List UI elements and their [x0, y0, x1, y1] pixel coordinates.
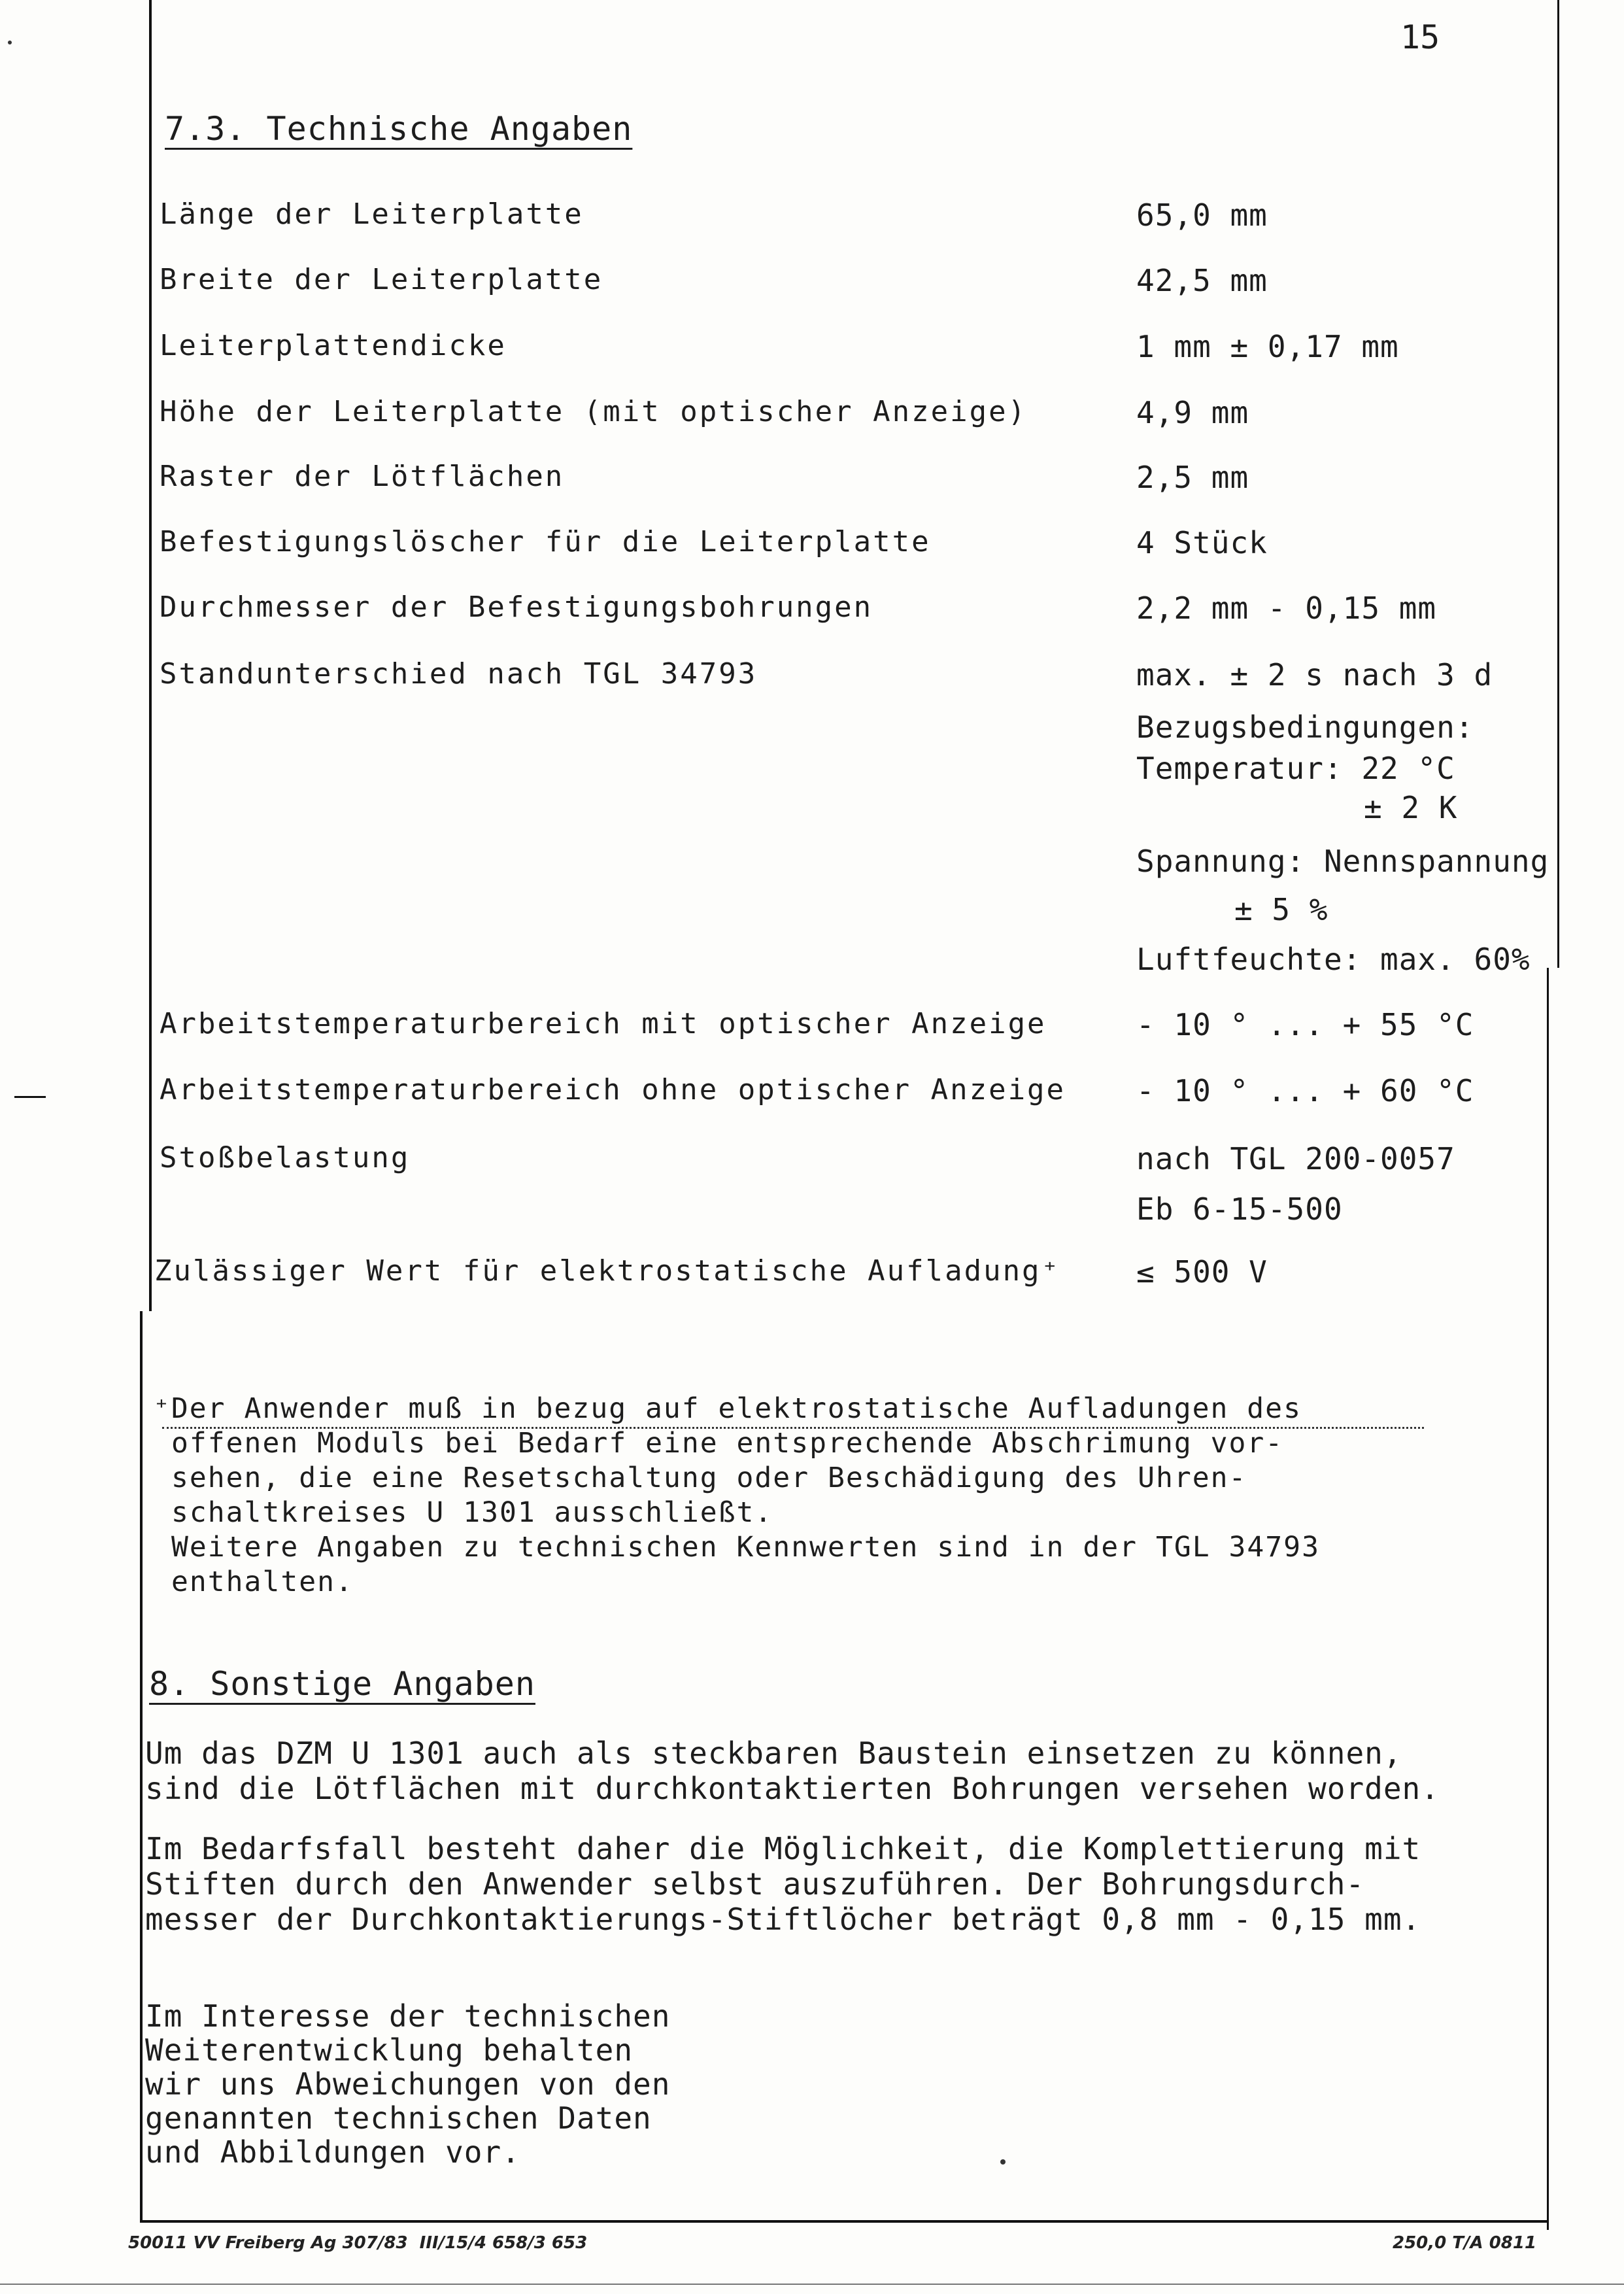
footnote-line: offenen Moduls bei Bedarf eine entsprechende Abschrimung vor- [171, 1427, 1284, 1460]
spec-value: 4,9 mm [1136, 395, 1249, 430]
scan-mark [14, 1096, 46, 1098]
spec-label: Breite der Leiterplatte [160, 263, 603, 296]
scan-mark [1000, 2159, 1006, 2165]
spec-value: ≤ 500 V [1136, 1254, 1268, 1290]
spec-label: Arbeitstemperaturbereich ohne optischer Anzeige [160, 1073, 1066, 1106]
scan-mark [8, 41, 12, 44]
spec-value-temperature-tolerance: ± 2 K [1364, 790, 1458, 825]
spec-label: Arbeitstemperaturbereich mit optischer Anzeige [160, 1007, 1047, 1040]
footer-print-code-right: 250,0 T/A 0811 [1393, 2233, 1537, 2253]
page-bottom-edge [0, 2284, 1624, 2285]
paragraph-line: wir uns Abweichungen von den [145, 2066, 671, 2102]
paragraph-line: Stiften durch den Anwender selbst auszuführen. Der Bohrungsdurch- [145, 1866, 1365, 1902]
spec-value: 2,5 mm [1136, 460, 1249, 495]
section-heading-8: 8. Sonstige Angaben [149, 1665, 535, 1703]
spec-label: Stoßbelastung [160, 1141, 411, 1174]
section-heading-7-3: 7.3. Technische Angaben [165, 110, 633, 148]
right-border-line [1557, 0, 1559, 968]
bottom-border-line [140, 2220, 1549, 2223]
right-border-line-lower [1547, 968, 1549, 2230]
spec-value: - 10 ° ... + 55 °C [1136, 1007, 1474, 1042]
footnote-line: ⁺Der Anwender muß in bezug auf elektrostatische Aufladungen des [153, 1392, 1302, 1425]
spec-label: Länge der Leiterplatte [160, 197, 584, 231]
spec-label: Durchmesser der Befestigungsbohrungen [160, 591, 873, 624]
spec-value-humidity: Luftfeuchte: max. 60% [1136, 942, 1531, 977]
paragraph-line: genannten technischen Daten [145, 2100, 652, 2136]
footnote-line: enthalten. [171, 1566, 354, 1598]
spec-value: - 10 ° ... + 60 °C [1136, 1073, 1474, 1108]
spec-label: Raster der Lötflächen [160, 460, 565, 493]
page-number: 15 [1400, 18, 1440, 56]
paragraph-line: sind die Lötflächen mit durchkontaktierten Bohrungen versehen worden. [145, 1771, 1440, 1806]
spec-value-temperature: Temperatur: 22 °C [1136, 751, 1455, 786]
footer-print-code-left: 50011 VV Freiberg Ag 307/83 III/15/4 658/3 653 [128, 2233, 588, 2253]
spec-value: max. ± 2 s nach 3 d [1136, 657, 1493, 693]
paragraph-line: Um das DZM U 1301 auch als steckbaren Baustein einsetzen zu können, [145, 1736, 1402, 1771]
paragraph-line: Im Interesse der technischen [145, 1998, 671, 2034]
paragraph-line: Weiterentwicklung behalten [145, 2032, 634, 2068]
paragraph-line: und Abbildungen vor. [145, 2134, 520, 2170]
left-border-line-lower [140, 1311, 143, 2220]
spec-value-test-code: Eb 6-15-500 [1136, 1191, 1343, 1227]
footnote-line: schaltkreises U 1301 ausschließt. [171, 1496, 773, 1529]
paragraph-line: messer der Durchkontaktierungs-Stiftlöcher beträgt 0,8 mm - 0,15 mm. [145, 1902, 1421, 1937]
spec-label: Höhe der Leiterplatte (mit optischer Anzeige) [160, 395, 1028, 428]
spec-label: Zulässiger Wert für elektrostatische Aufladung⁺ [154, 1254, 1061, 1288]
spec-value: nach TGL 200-0057 [1136, 1141, 1455, 1176]
spec-value: 4 Stück [1136, 525, 1268, 560]
spec-value-voltage: Spannung: Nennspannung [1136, 844, 1549, 879]
footnote-line: sehen, die eine Resetschaltung oder Beschädigung des Uhren- [171, 1462, 1247, 1494]
footnote-line: Weitere Angaben zu technischen Kennwerten sind in der TGL 34793 [171, 1531, 1320, 1564]
spec-label: Leiterplattendicke [160, 329, 507, 362]
paragraph-line: Im Bedarfsfall besteht daher die Möglichkeit, die Komplettierung mit [145, 1831, 1421, 1866]
spec-value: 42,5 mm [1136, 263, 1268, 298]
spec-value-conditions: Bezugsbedingungen: [1136, 710, 1474, 745]
left-border-line [149, 0, 152, 1311]
spec-value: 2,2 mm - 0,15 mm [1136, 591, 1437, 626]
spec-value: 65,0 mm [1136, 197, 1268, 233]
spec-value-voltage-tolerance: ± 5 % [1234, 892, 1328, 927]
spec-value: 1 mm ± 0,17 mm [1136, 329, 1399, 364]
spec-label: Befestigungslöscher für die Leiterplatte [160, 525, 931, 558]
spec-label: Standunterschied nach TGL 34793 [160, 657, 758, 691]
